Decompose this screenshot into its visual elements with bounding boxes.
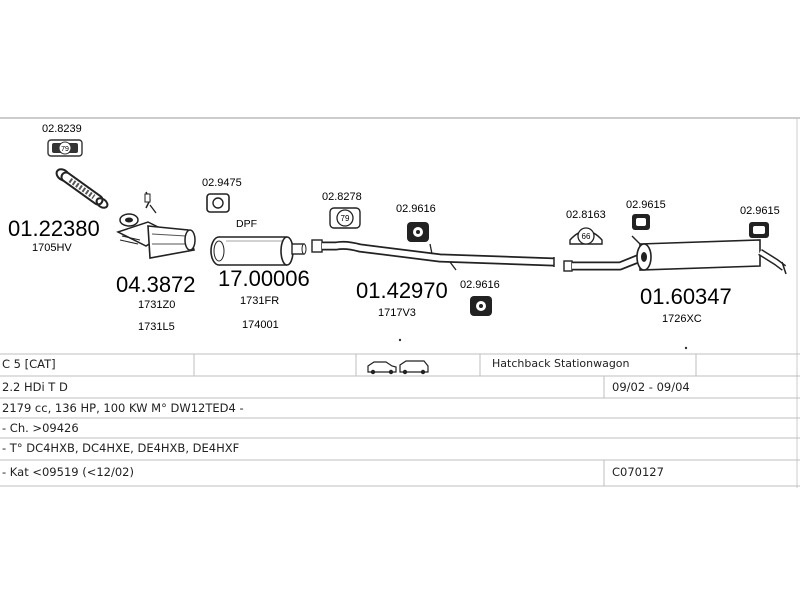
front-pipe-icon[interactable] (54, 167, 109, 210)
years-cell: 09/02 - 09/04 (612, 380, 690, 394)
part-code-rear-silencer: 1726XC (662, 313, 702, 325)
chassis-cell: - Ch. >09426 (2, 421, 79, 435)
marker-dot (685, 347, 687, 349)
part-number-mount-4: 02.9615 (740, 205, 780, 217)
part-number-gasket: 02.9475 (202, 177, 242, 189)
rubber-mount-icon-1[interactable] (407, 222, 429, 242)
part-number-clamp-3: 02.8163 (566, 209, 606, 221)
catalyst-icon[interactable] (118, 192, 195, 258)
part-code-catalyst-2: 1731L5 (138, 321, 175, 333)
types-cell: - T° DC4HXB, DC4HXE, DE4HXB, DE4HXF (2, 441, 240, 455)
dpf-icon[interactable] (211, 237, 306, 265)
rear-silencer-icon[interactable] (564, 240, 786, 274)
middle-pipe-icon[interactable] (312, 240, 554, 270)
car-stationwagon-icon (400, 361, 428, 374)
part-number-clamp-1: 02.8239 (42, 123, 82, 135)
kat-cell: - Kat <09519 (<12/02) (2, 465, 134, 479)
part-number-rear-silencer: 01.60347 (640, 284, 732, 309)
part-number-mount-3: 02.9615 (626, 199, 666, 211)
part-number-dpf: 17.00006 (218, 266, 310, 291)
clamp-badge-3: 66 (581, 232, 591, 241)
part-number-mount-2: 02.9616 (460, 279, 500, 291)
part-code-dpf-1: 1731FR (240, 295, 280, 307)
clamp-badge-2: 79 (340, 214, 350, 223)
part-number-catalyst: 04.3872 (116, 272, 196, 297)
clamp-icon-3[interactable] (570, 228, 602, 244)
part-number-clamp-2: 02.8278 (322, 191, 362, 203)
part-number-mount-1: 02.9616 (396, 203, 436, 215)
gasket-icon[interactable] (207, 194, 229, 212)
part-number-front-pipe: 01.22380 (8, 216, 100, 241)
marker-dot (399, 339, 401, 341)
body-type-cell: Hatchback Stationwagon (492, 357, 630, 370)
engine-cell: 2.2 HDi T D (2, 380, 68, 394)
part-code-middle-pipe: 1717V3 (378, 307, 416, 319)
clamp-icon-1[interactable] (48, 140, 82, 156)
rubber-mount-icon-4[interactable] (749, 222, 769, 238)
model-cell: C 5 [CAT] (2, 357, 56, 371)
dpf-label: DPF (236, 218, 257, 230)
part-code-dpf-2: 174001 (242, 319, 279, 331)
rubber-mount-icon-3[interactable] (632, 214, 650, 244)
part-code-catalyst-1: 1731Z0 (138, 299, 176, 311)
spec-cell: 2179 cc, 136 HP, 100 KW M° DW12TED4 - (2, 401, 244, 415)
part-number-middle-pipe: 01.42970 (356, 278, 448, 303)
clamp-icon-2[interactable] (330, 208, 360, 228)
part-code-front-pipe: 1705HV (32, 242, 72, 254)
car-hatchback-icon (368, 362, 396, 374)
ref-code-cell: C070127 (612, 465, 664, 479)
clamp-badge-1: 79 (61, 146, 69, 153)
rubber-mount-icon-2[interactable] (470, 296, 492, 316)
